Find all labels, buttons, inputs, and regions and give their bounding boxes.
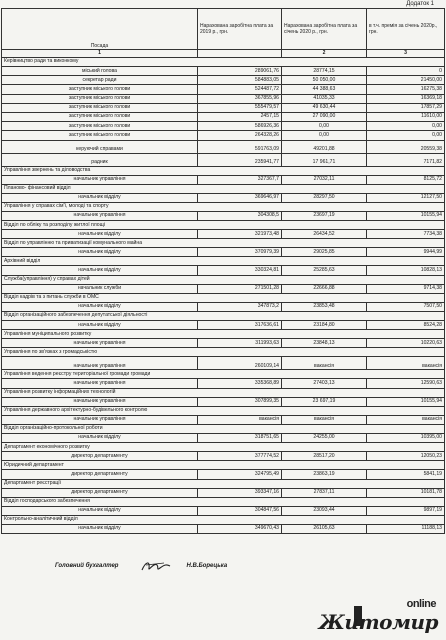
table-row (2, 433, 445, 442)
section-row (2, 293, 445, 302)
position-cell: начальник управління (2, 357, 198, 370)
section-title: Відділ по обліку та розподілу житлої площі (2, 221, 445, 230)
salary-2019-cell: 264328,26 (198, 131, 282, 140)
salary-jan-2020-cell: 25285,63 (282, 266, 367, 275)
bonus-jan-2020-cell: 20559,38 (367, 140, 445, 153)
table-row (2, 230, 445, 239)
position-cell: начальник відділу (2, 248, 198, 257)
salary-2019-cell: вакансія (198, 415, 282, 424)
section-row (2, 443, 445, 452)
bonus-jan-2020-cell: 10181,78 (367, 488, 445, 497)
bonus-jan-2020-cell: 5841,19 (367, 470, 445, 479)
bonus-jan-2020-cell: 0 (367, 67, 445, 76)
salary-table (1, 8, 445, 534)
section-row (2, 330, 445, 339)
table-row (2, 302, 445, 311)
bonus-jan-2020-cell: 0,00 (367, 122, 445, 131)
column-number (198, 50, 282, 58)
salary-jan-2020-cell: 50 050,00 (282, 76, 367, 85)
section-title: Управління по зв'язках з громадськістю (2, 348, 445, 357)
salary-2019-cell: 307899,35 (198, 397, 282, 406)
table-body (2, 58, 445, 534)
section-title: Управління державного архітектурно-будівельного контролю (2, 406, 445, 415)
bonus-jan-2020-cell: 8524,28 (367, 321, 445, 330)
salary-jan-2020-cell: 0,00 (282, 122, 367, 131)
bonus-jan-2020-cell: 11188,13 (367, 524, 445, 533)
section-title: Служба(управління) у справах дітей (2, 275, 445, 284)
column-header-position: Посада (2, 9, 198, 50)
column-header-salary-2019: Нарахована заробітна плата за 2019 р., грн. (198, 9, 282, 50)
position-cell: начальник відділу (2, 433, 198, 442)
position-cell: начальник відділу (2, 524, 198, 533)
table-row (2, 211, 445, 220)
position-cell: начальник відділу (2, 230, 198, 239)
bonus-jan-2020-cell: 9897,19 (367, 506, 445, 515)
salary-2019-cell: 584883,05 (198, 76, 282, 85)
table-row (2, 470, 445, 479)
section-row (2, 221, 445, 230)
column-header-bonus-jan-2020: в т.ч. премія за січень 2020р., грн. (367, 9, 445, 50)
table-row (2, 266, 445, 275)
position-cell: заступник міського голови (2, 112, 198, 121)
section-row (2, 515, 445, 524)
position-cell: міський голова (2, 67, 198, 76)
salary-jan-2020-cell: вакансія (282, 357, 367, 370)
table-row (2, 112, 445, 121)
bonus-jan-2020-cell: 11610,00 (367, 112, 445, 121)
salary-2019-cell: 347873,2 (198, 302, 282, 311)
column-number: 3 (367, 50, 445, 58)
section-title: Управління звернень та діловодства (2, 166, 445, 175)
salary-jan-2020-cell: 22666,88 (282, 284, 367, 293)
section-row (2, 388, 445, 397)
section-row (2, 348, 445, 357)
section-row (2, 257, 445, 266)
table-row (2, 175, 445, 184)
zhytomyr-online-logo (292, 598, 442, 634)
salary-jan-2020-cell: 28774,15 (282, 67, 367, 76)
bonus-jan-2020-cell: 16275,38 (367, 85, 445, 94)
salary-2019-cell: 349670,43 (198, 524, 282, 533)
salary-2019-cell: 321973,48 (198, 230, 282, 239)
column-number: 1 (2, 50, 198, 58)
table-row (2, 76, 445, 85)
salary-2019-cell: 369646,97 (198, 193, 282, 202)
table-row (2, 524, 445, 533)
salary-jan-2020-cell: 23184,80 (282, 321, 367, 330)
section-row (2, 424, 445, 433)
salary-jan-2020-cell: 23 697,19 (282, 397, 367, 406)
section-title: Відділ організаційно-протокольної роботи (2, 424, 445, 433)
logo-brand-text: Житомир (318, 610, 438, 634)
section-title: Департамент реєстрації (2, 479, 445, 488)
section-row (2, 370, 445, 379)
salary-jan-2020-cell: 29025,85 (282, 248, 367, 257)
position-cell: радник (2, 153, 198, 166)
salary-2019-cell: 393347,16 (198, 488, 282, 497)
section-row (2, 202, 445, 211)
salary-jan-2020-cell: 28517,20 (282, 452, 367, 461)
section-row (2, 461, 445, 470)
document-annex-label: Додаток 1 (406, 1, 434, 7)
position-cell: начальник управління (2, 415, 198, 424)
section-title: Відділ господарського забезпечення (2, 497, 445, 506)
bonus-jan-2020-cell: 10155,94 (367, 211, 445, 220)
table-row (2, 452, 445, 461)
table-row (2, 131, 445, 140)
position-cell: директор департаменту (2, 488, 198, 497)
position-cell: директор департаменту (2, 470, 198, 479)
salary-2019-cell: 367855,96 (198, 94, 282, 103)
section-row (2, 239, 445, 248)
section-title: Управління у справах сім'ї, молоді та спорту (2, 202, 445, 211)
salary-2019-cell: 235941,77 (198, 153, 282, 166)
salary-jan-2020-cell: 27 090,00 (282, 112, 367, 121)
section-row (2, 184, 445, 193)
table-row (2, 506, 445, 515)
bonus-jan-2020-cell: 10395,00 (367, 433, 445, 442)
table-row (2, 379, 445, 388)
salary-2019-cell: 311993,63 (198, 339, 282, 348)
salary-2019-cell: 289061,76 (198, 67, 282, 76)
bonus-jan-2020-cell: 12127,50 (367, 193, 445, 202)
position-cell: директор департаменту (2, 452, 198, 461)
section-title: Управління ведення реєстру територіальної громади громади (2, 370, 445, 379)
table-row (2, 339, 445, 348)
position-cell: начальник управління (2, 339, 198, 348)
position-cell: начальник відділу (2, 266, 198, 275)
salary-jan-2020-cell: 23853,48 (282, 302, 367, 311)
signature-block (55, 559, 227, 573)
section-row (2, 497, 445, 506)
table-row (2, 122, 445, 131)
bonus-jan-2020-cell: 7507,50 (367, 302, 445, 311)
salary-jan-2020-cell: 23697,19 (282, 211, 367, 220)
position-cell: керуючий справами (2, 140, 198, 153)
salary-jan-2020-cell: 49201,88 (282, 140, 367, 153)
section-row (2, 275, 445, 284)
salary-2019-cell: 555479,57 (198, 103, 282, 112)
column-number: 2 (282, 50, 367, 58)
salary-2019-cell: 304308,5 (198, 211, 282, 220)
bonus-jan-2020-cell: 16369,18 (367, 94, 445, 103)
salary-2019-cell: 317636,61 (198, 321, 282, 330)
table-row (2, 397, 445, 406)
bonus-jan-2020-cell: 21450,00 (367, 76, 445, 85)
position-cell: начальник відділу (2, 193, 198, 202)
table-row (2, 415, 445, 424)
salary-jan-2020-cell: 27837,11 (282, 488, 367, 497)
salary-jan-2020-cell: 0,00 (282, 131, 367, 140)
bonus-jan-2020-cell: 7734,38 (367, 230, 445, 239)
section-row (2, 406, 445, 415)
position-cell: начальник управління (2, 175, 198, 184)
salary-2019-cell: 318751,65 (198, 433, 282, 442)
salary-2019-cell: 370979,39 (198, 248, 282, 257)
bonus-jan-2020-cell: 0,00 (367, 131, 445, 140)
section-title: Департамент економічного розвитку (2, 443, 445, 452)
salary-2019-cell: 524487,72 (198, 85, 282, 94)
section-row (2, 479, 445, 488)
section-title: Контрольно-аналітичний відділ (2, 515, 445, 524)
section-title: Архівний відділ (2, 257, 445, 266)
table-row (2, 85, 445, 94)
salary-2019-cell: 324795,49 (198, 470, 282, 479)
salary-jan-2020-cell: 27032,11 (282, 175, 367, 184)
section-title: Управління муніципального розвитку (2, 330, 445, 339)
section-row (2, 312, 445, 321)
bonus-jan-2020-cell: вакансія (367, 415, 445, 424)
salary-2019-cell: 327367,7 (198, 175, 282, 184)
section-row (2, 166, 445, 175)
salary-jan-2020-cell: 23863,19 (282, 470, 367, 479)
position-cell: начальник відділу (2, 321, 198, 330)
bonus-jan-2020-cell: 12590,63 (367, 379, 445, 388)
table-row (2, 321, 445, 330)
table-row (2, 357, 445, 370)
salary-jan-2020-cell: 41035,33 (282, 94, 367, 103)
salary-jan-2020-cell: вакансія (282, 415, 367, 424)
bonus-jan-2020-cell: 10828,13 (367, 266, 445, 275)
salary-2019-cell: 2457,15 (198, 112, 282, 121)
salary-2019-cell: 335368,89 (198, 379, 282, 388)
section-title: Відділ кадрів та з питань служби в ОМС (2, 293, 445, 302)
bonus-jan-2020-cell: 10220,63 (367, 339, 445, 348)
bonus-jan-2020-cell: 9944,99 (367, 248, 445, 257)
position-cell: секретар ради (2, 76, 198, 85)
section-row (2, 58, 445, 67)
position-cell: начальник служби (2, 284, 198, 293)
position-cell: заступник міського голови (2, 94, 198, 103)
bonus-jan-2020-cell: вакансія (367, 357, 445, 370)
salary-jan-2020-cell: 27403,13 (282, 379, 367, 388)
salary-2019-cell: 304847,56 (198, 506, 282, 515)
bonus-jan-2020-cell: 12050,23 (367, 452, 445, 461)
column-header-salary-jan-2020: Нарахована заробітна плата за січень 2020 р., грн. (282, 9, 367, 50)
section-title: Відділ організаційного забезпечення депутатської діяльності (2, 312, 445, 321)
salary-2019-cell: 591763,09 (198, 140, 282, 153)
accountant-name: Н.В.Борецька (186, 563, 228, 569)
section-title: Планово- фінансовий відділ (2, 184, 445, 193)
table-row (2, 140, 445, 153)
position-cell: начальник управління (2, 397, 198, 406)
accountant-role: Головний бухгалтер (55, 563, 119, 569)
bonus-jan-2020-cell: 10155,94 (367, 397, 445, 406)
salary-2019-cell: 377774,52 (198, 452, 282, 461)
salary-jan-2020-cell: 49 630,44 (282, 103, 367, 112)
salary-2019-cell: 586926,36 (198, 122, 282, 131)
bonus-jan-2020-cell: 8125,72 (367, 175, 445, 184)
salary-jan-2020-cell: 24255,00 (282, 433, 367, 442)
position-cell: заступник міського голови (2, 122, 198, 131)
section-title: Відділ по управлінню та приватизації комунального майна (2, 239, 445, 248)
table-row (2, 94, 445, 103)
section-title: Юридичний департамент (2, 461, 445, 470)
table-row (2, 153, 445, 166)
bonus-jan-2020-cell: 17857,29 (367, 103, 445, 112)
table-row (2, 284, 445, 293)
salary-jan-2020-cell: 17 961,71 (282, 153, 367, 166)
bonus-jan-2020-cell: 9714,38 (367, 284, 445, 293)
position-cell: заступник міського голови (2, 85, 198, 94)
section-title: Керівництво ради та виконкому (2, 58, 445, 67)
salary-jan-2020-cell: 23093,44 (282, 506, 367, 515)
salary-jan-2020-cell: 44 388,63 (282, 85, 367, 94)
salary-2019-cell: 271501,28 (198, 284, 282, 293)
position-cell: заступник міського голови (2, 103, 198, 112)
section-title: Управління розвитку інформаційних технологій (2, 388, 445, 397)
table-row (2, 488, 445, 497)
logo-online-text: online (406, 598, 436, 610)
position-cell: начальник відділу (2, 302, 198, 311)
table-row (2, 193, 445, 202)
salary-jan-2020-cell: 26434,52 (282, 230, 367, 239)
position-cell: начальник управління (2, 211, 198, 220)
position-cell: начальник управління (2, 379, 198, 388)
position-cell: заступник міського голови (2, 131, 198, 140)
salary-jan-2020-cell: 23848,13 (282, 339, 367, 348)
salary-jan-2020-cell: 26105,63 (282, 524, 367, 533)
salary-jan-2020-cell: 28297,50 (282, 193, 367, 202)
position-cell: начальник відділу (2, 506, 198, 515)
table-row (2, 67, 445, 76)
handwritten-signature (140, 559, 172, 573)
table-row (2, 103, 445, 112)
salary-2019-cell: 260109,14 (198, 357, 282, 370)
bonus-jan-2020-cell: 7171,82 (367, 153, 445, 166)
table-row (2, 248, 445, 257)
salary-2019-cell: 330324,81 (198, 266, 282, 275)
